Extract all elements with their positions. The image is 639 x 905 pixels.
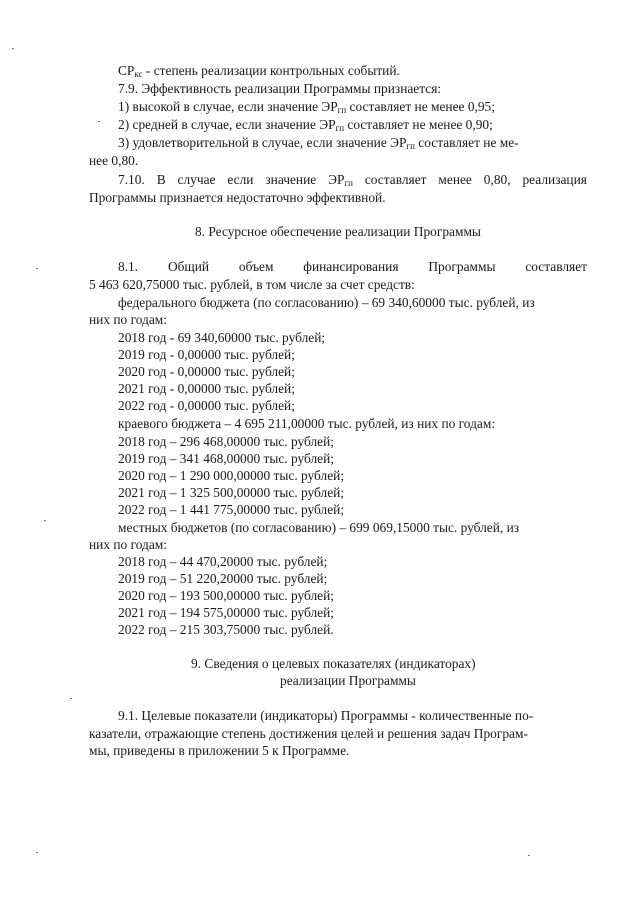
cr-subscript: кс	[134, 69, 143, 79]
paragraph-7-10-continuation: Программы признается недостаточно эффективной.	[89, 190, 386, 205]
item-text: составляет не ме-	[414, 135, 519, 150]
federal-budget-line: федерального бюджета (по согласованию) – 69 340,60000 тыс. рублей, из	[118, 295, 535, 310]
section-9-heading-line-1: 9. Сведения о целевых показателях (индикаторах)	[191, 656, 476, 671]
scan-speck	[44, 520, 46, 521]
word: объем	[238, 259, 274, 274]
local-budget-continuation: них по годам:	[89, 537, 168, 552]
subscript: гп	[406, 141, 415, 151]
scan-speck	[12, 48, 14, 49]
regional-year-2022: 2022 год – 1 441 775,00000 тыс. рублей;	[118, 502, 345, 517]
item-7-9-3-continuation: нее 0,80.	[89, 153, 139, 168]
regional-year-2019: 2019 год – 341 468,00000 тыс. рублей;	[118, 451, 335, 466]
word: Программы	[428, 259, 496, 274]
federal-year-2019: 2019 год - 0,00000 тыс. рублей;	[118, 347, 295, 362]
regional-year-2020: 2020 год – 1 290 000,00000 тыс. рублей;	[118, 468, 345, 483]
paragraph-7-10	[118, 171, 587, 188]
subscript: гп	[335, 123, 345, 133]
word: 0,80,	[483, 172, 511, 187]
federal-year-2020: 2020 год - 0,00000 тыс. рублей;	[118, 364, 295, 379]
subscript: гп	[344, 178, 353, 188]
subscript: гп	[337, 105, 347, 115]
word: составляет	[364, 172, 427, 187]
federal-year-2022: 2022 год - 0,00000 тыс. рублей;	[118, 398, 295, 413]
word: если	[227, 172, 254, 187]
cr-text: - степень реализации контрольных событий.	[142, 63, 400, 78]
word: 7.10.	[118, 172, 145, 187]
local-year-2019: 2019 год – 51 220,20000 тыс. рублей;	[118, 571, 328, 586]
word: составляет	[525, 259, 587, 274]
item-7-9-1	[118, 98, 495, 115]
paragraph-7-9: 7.9. Эффективность реализации Программы признается:	[118, 81, 442, 96]
local-budget-line: местных бюджетов (по согласованию) – 699 069,15000 тыс. рублей, из	[118, 520, 520, 535]
local-year-2022: 2022 год – 215 303,75000 тыс. рублей.	[118, 622, 334, 637]
paragraph-8-1-continuation: 5 463 620,75000 тыс. рублей, в том числе за счет средств:	[89, 277, 415, 292]
paragraph-8-1	[118, 258, 587, 275]
word: менее	[438, 172, 472, 187]
regional-year-2018: 2018 год – 296 468,00000 тыс. рублей;	[118, 434, 335, 449]
word: Общий	[167, 259, 210, 274]
paragraph-9-1-line-2: казатели, отражающие степень достижения целей и решения задач Програм-	[89, 726, 528, 741]
regional-year-2021: 2021 год – 1 325 500,00000 тыс. рублей;	[118, 485, 345, 500]
word: 8.1.	[118, 259, 139, 274]
item-7-9-3	[118, 134, 519, 151]
item-text: 2) средней в случае, если значение ЭР	[118, 117, 336, 132]
local-year-2021: 2021 год – 194 575,00000 тыс. рублей;	[118, 605, 335, 620]
item-text: составляет не менее 0,90;	[344, 117, 493, 132]
scan-speck	[36, 268, 38, 269]
word-er	[328, 171, 353, 188]
local-year-2020: 2020 год – 193 500,00000 тыс. рублей;	[118, 588, 335, 603]
item-text: 1) высокой в случае, если значение ЭР	[118, 99, 338, 114]
scan-speck	[528, 855, 530, 856]
section-9-heading-line-2: реализации Программы	[280, 673, 416, 688]
word: В	[156, 172, 166, 187]
word: финансирования	[303, 259, 399, 274]
item-text: составляет не менее 0,95;	[346, 99, 495, 114]
regional-budget-line: краевого бюджета – 4 695 211,00000 тыс. рублей, из них по годам:	[118, 416, 496, 431]
word: реализация	[522, 172, 587, 187]
cr-definition-line	[118, 62, 400, 79]
item-text: 3) удовлетворительной в случае, если значение ЭР	[118, 135, 407, 150]
scan-speck	[36, 852, 38, 853]
scan-speck	[98, 121, 100, 122]
section-8-heading: 8. Ресурсное обеспечение реализации Программы	[195, 224, 481, 239]
scan-speck	[70, 698, 72, 699]
federal-budget-continuation: них по годам:	[89, 312, 168, 327]
paragraph-9-1-line-3: мы, приведены в приложении 5 к Программе.	[89, 743, 350, 758]
local-year-2018: 2018 год – 44 470,20000 тыс. рублей;	[118, 554, 328, 569]
paragraph-9-1-line-1: 9.1. Целевые показатели (индикаторы) Программы - количественные по-	[118, 708, 534, 723]
federal-year-2021: 2021 год - 0,00000 тыс. рублей;	[118, 381, 295, 396]
cr-symbol: СР	[118, 63, 135, 78]
item-7-9-2	[118, 116, 493, 133]
word: случае	[177, 172, 216, 187]
federal-year-2018: 2018 год - 69 340,60000 тыс. рублей;	[118, 330, 326, 345]
word: значение	[265, 172, 317, 187]
er-symbol: ЭР	[328, 172, 345, 187]
